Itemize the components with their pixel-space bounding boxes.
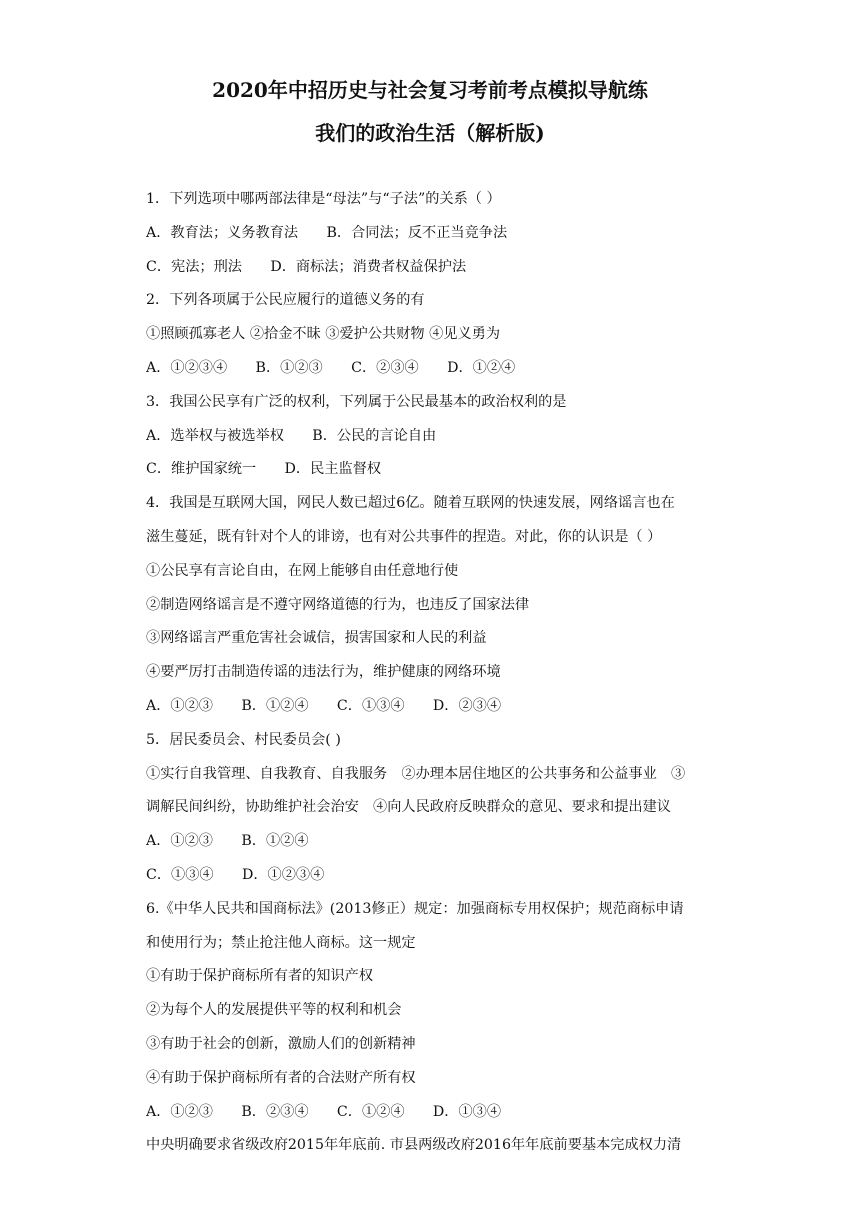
question-body bbox=[146, 183, 718, 1163]
question-4-options: A．①②③ B．①②④ C．①③④ D．②③④ bbox=[146, 697, 502, 714]
question-1-options-ab: A．教育法；义务教育法 B．合同法；反不正当竞争法 bbox=[146, 224, 508, 241]
question-4-statement-3: ③网络谣言严重危害社会诚信，损害国家和人民的利益 bbox=[146, 630, 487, 647]
question-6-stem: 6.《中华人民共和国商标法》(2013修正）规定：加强商标专用权保护；规范商标申请 bbox=[146, 900, 684, 917]
question-3-options-ab: A．选举权与被选举权 B．公民的言论自由 bbox=[146, 427, 437, 444]
question-6-statement-2: ②为每个人的发展提供平等的权利和机会 bbox=[146, 1002, 402, 1019]
question-5-statements-cont: 调解民间纠纷，协助维护社会治安 ④向人民政府反映群众的意见、要求和提出建议 bbox=[146, 799, 671, 816]
question-4-statement-4: ④要严厉打击制造传谣的违法行为，维护健康的网络环境 bbox=[146, 664, 501, 681]
question-4-stem-cont: 滋生蔓延，既有针对个人的诽谤，也有对公共事件的捏造。对此，你的认识是（ ） bbox=[146, 528, 662, 545]
question-4-statement-1: ①公民享有言论自由，在网上能够自由任意地行使 bbox=[146, 562, 459, 579]
question-2-options: A．①②③④ B．①②③ C．②③④ D．①②④ bbox=[146, 359, 516, 376]
question-6-statement-4: ④有助于保护商标所有者的合法财产所有权 bbox=[146, 1069, 416, 1086]
document-subtitle: 我们的政治生活（解析版) bbox=[315, 121, 545, 145]
document-title: 2020年中招历史与社会复习考前考点模拟导航练 bbox=[212, 78, 648, 102]
question-5-options-cd: C．①③④ D．①②③④ bbox=[146, 866, 325, 883]
question-4-stem: 4．我国是互联网大国，网民人数已超过6亿。随着互联网的快速发展，网络谣言也在 bbox=[146, 495, 675, 512]
question-3-stem: 3．我国公民享有广泛的权利，下列属于公民最基本的政治权利的是 bbox=[146, 393, 567, 410]
question-6-statement-1: ①有助于保护商标所有者的知识产权 bbox=[146, 968, 374, 985]
question-2-statements: ①照顾孤寡老人 ②拾金不昧 ③爱护公共财物 ④见义勇为 bbox=[146, 326, 501, 343]
question-4-statement-2: ②制造网络谣言是不遵守网络道德的行为，也违反了国家法律 bbox=[146, 596, 530, 613]
question-1-options-cd: C．宪法；刑法 D．商标法；消费者权益保护法 bbox=[146, 258, 467, 275]
question-1-stem: 1．下列选项中哪两部法律是“母法”与“子法”的关系（ ） bbox=[146, 191, 501, 207]
question-6-stem-cont: 和使用行为；禁止抢注他人商标。这一规定 bbox=[146, 934, 416, 951]
question-3-options-cd: C．维护国家统一 D．民主监督权 bbox=[146, 461, 382, 478]
question-6-options: A．①②③ B．②③④ C．①②④ D．①③④ bbox=[146, 1103, 502, 1120]
question-5-statements: ①实行自我管理、自我教育、自我服务 ②办理本居住地区的公共事务和公益事业 ③ bbox=[146, 765, 686, 782]
question-2-stem: 2．下列各项属于公民应履行的道德义务的有 bbox=[146, 292, 425, 309]
question-7-stem: 中央明确要求省级改府2015年年底前. 市县两级改府2016年年底前要基本完成权力清 bbox=[146, 1137, 682, 1154]
question-5-options-ab: A．①②③ B．①②④ bbox=[146, 833, 309, 850]
question-5-stem: 5．居民委员会、村民委员会( ) bbox=[146, 731, 341, 748]
question-6-statement-3: ③有助于社会的创新，激励人们的创新精神 bbox=[146, 1035, 416, 1052]
